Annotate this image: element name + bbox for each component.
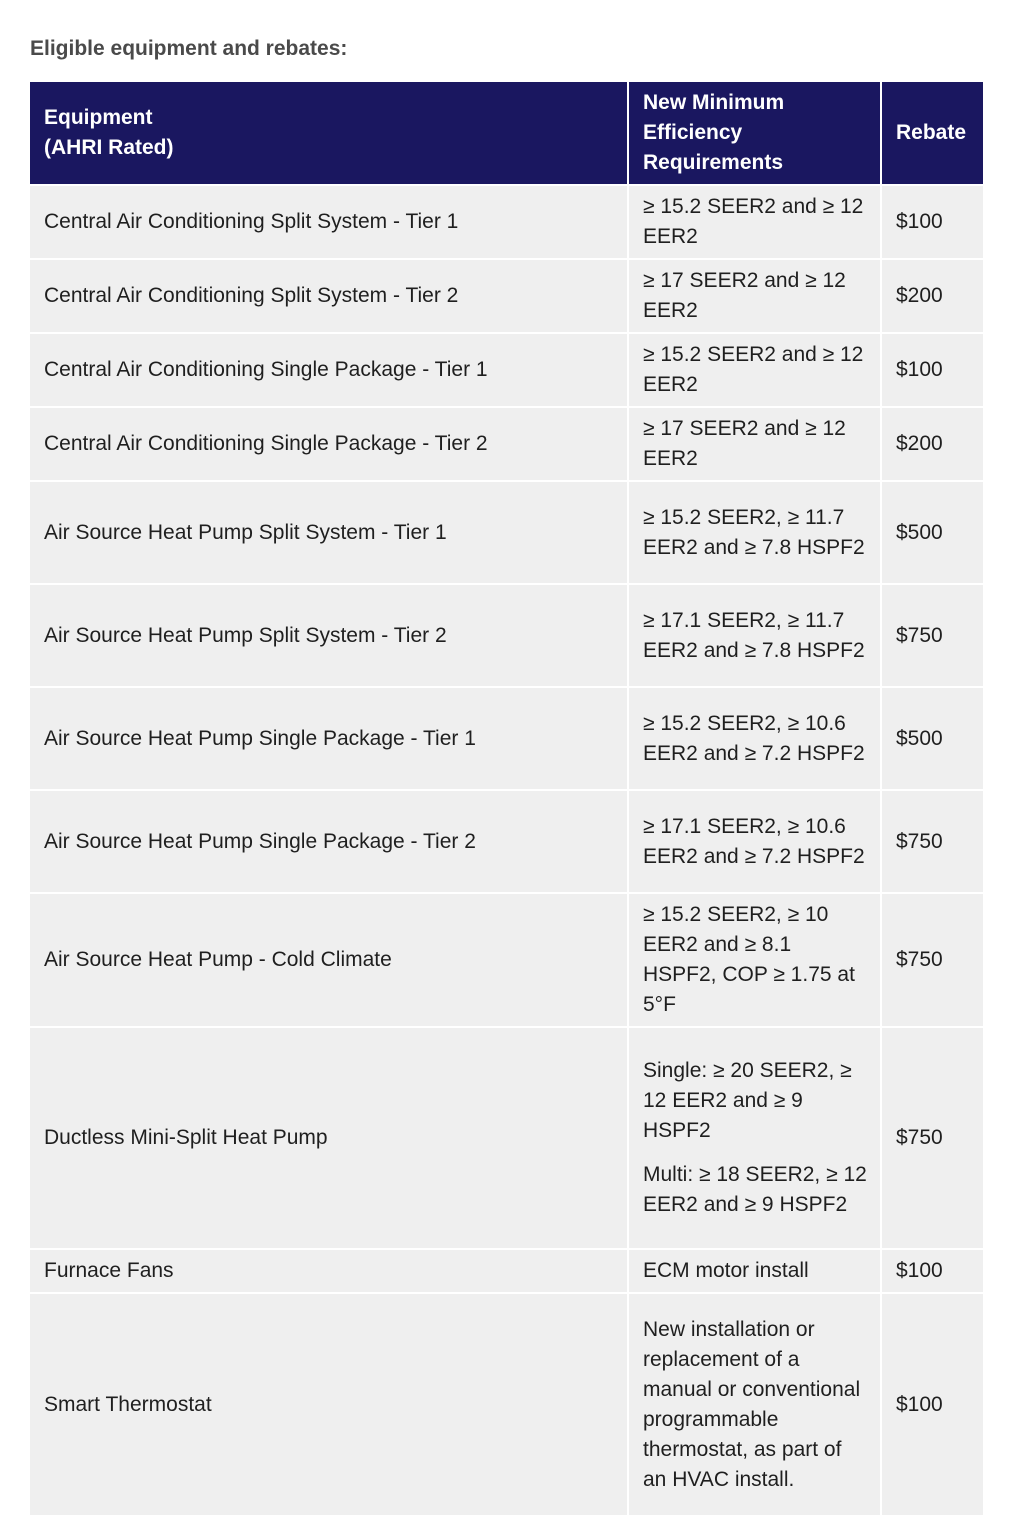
requirement-text: ≥ 17 SEER2 and ≥ 12 EER2 bbox=[643, 269, 846, 322]
equipment-cell: Ductless Mini-Split Heat Pump bbox=[30, 1027, 628, 1249]
requirements-cell bbox=[628, 790, 881, 893]
requirements-cell bbox=[628, 893, 881, 1027]
requirements-cell bbox=[628, 1249, 881, 1293]
rebate-cell: $750 bbox=[881, 790, 983, 893]
requirement-text: Single: ≥ 20 SEER2, ≥ 12 EER2 and ≥ 9 HSPF2 bbox=[643, 1059, 852, 1142]
requirement-text: ≥ 17.1 SEER2, ≥ 10.6 EER2 and ≥ 7.2 HSPF2 bbox=[643, 814, 865, 868]
equipment-cell: Air Source Heat Pump Split System - Tier 1 bbox=[30, 481, 628, 584]
table-row bbox=[30, 687, 983, 790]
requirements-cell bbox=[628, 584, 881, 687]
table-row bbox=[30, 1293, 983, 1515]
equipment-cell: Air Source Heat Pump - Cold Climate bbox=[30, 893, 628, 1027]
table-row bbox=[30, 1249, 983, 1293]
header-equipment bbox=[30, 82, 628, 185]
table-header bbox=[30, 82, 983, 185]
table-row bbox=[30, 584, 983, 687]
requirement-text: ECM motor install bbox=[643, 1259, 809, 1282]
requirement-text: ≥ 15.2 SEER2, ≥ 10 EER2 and ≥ 8.1 HSPF2, COP ≥ 1.75 at 5°F bbox=[643, 903, 855, 1016]
section-heading: Eligible equipment and rebates: bbox=[30, 37, 348, 60]
header-requirements: New Minimum Efficiency Requirements bbox=[628, 82, 881, 185]
equipment-cell: Central Air Conditioning Single Package - Tier 2 bbox=[30, 407, 628, 481]
rebate-cell: $100 bbox=[881, 333, 983, 407]
table-row bbox=[30, 407, 983, 481]
requirements-cell bbox=[628, 259, 881, 333]
requirement-text: Multi: ≥ 18 SEER2, ≥ 12 EER2 and ≥ 9 HSPF2 bbox=[643, 1163, 867, 1216]
table-row bbox=[30, 259, 983, 333]
rebate-cell: $100 bbox=[881, 1249, 983, 1293]
equipment-cell: Air Source Heat Pump Single Package - Tier 2 bbox=[30, 790, 628, 893]
rebate-cell: $750 bbox=[881, 584, 983, 687]
rebate-cell: $500 bbox=[881, 687, 983, 790]
requirements-cell bbox=[628, 1293, 881, 1515]
rebate-cell: $750 bbox=[881, 1027, 983, 1249]
requirements-cell bbox=[628, 1027, 881, 1249]
requirement-text: ≥ 15.2 SEER2, ≥ 11.7 EER2 and ≥ 7.8 HSPF2 bbox=[643, 505, 865, 559]
rebates-table bbox=[30, 82, 983, 1515]
requirements-cell bbox=[628, 687, 881, 790]
rebate-cell: $200 bbox=[881, 259, 983, 333]
table-row bbox=[30, 481, 983, 584]
table-row bbox=[30, 333, 983, 407]
table-body bbox=[30, 185, 983, 1515]
equipment-cell: Air Source Heat Pump Split System - Tier 2 bbox=[30, 584, 628, 687]
requirements-cell bbox=[628, 481, 881, 584]
equipment-cell: Furnace Fans bbox=[30, 1249, 628, 1293]
requirement-text: ≥ 15.2 SEER2 and ≥ 12 EER2 bbox=[643, 195, 864, 248]
requirements-cell bbox=[628, 407, 881, 481]
rebate-cell: $500 bbox=[881, 481, 983, 584]
header-row bbox=[30, 82, 983, 185]
header-equipment-line2: (AHRI Rated) bbox=[44, 136, 174, 159]
rebate-cell: $200 bbox=[881, 407, 983, 481]
requirement-text: ≥ 17.1 SEER2, ≥ 11.7 EER2 and ≥ 7.8 HSPF2 bbox=[643, 608, 865, 662]
requirement-text: ≥ 17 SEER2 and ≥ 12 EER2 bbox=[643, 417, 846, 470]
table-row bbox=[30, 790, 983, 893]
table-row bbox=[30, 185, 983, 259]
rebate-cell: $100 bbox=[881, 185, 983, 259]
requirements-cell bbox=[628, 333, 881, 407]
equipment-cell: Air Source Heat Pump Single Package - Tier 1 bbox=[30, 687, 628, 790]
requirements-cell bbox=[628, 185, 881, 259]
equipment-cell: Smart Thermostat bbox=[30, 1293, 628, 1515]
header-equipment-line1: Equipment bbox=[44, 106, 153, 129]
equipment-cell: Central Air Conditioning Split System - Tier 1 bbox=[30, 185, 628, 259]
table-row bbox=[30, 1027, 983, 1249]
equipment-cell: Central Air Conditioning Split System - Tier 2 bbox=[30, 259, 628, 333]
rebate-cell: $750 bbox=[881, 893, 983, 1027]
requirement-text: New installation or replacement of a manual or conventional programmable thermostat, as part of an HVAC install. bbox=[643, 1317, 861, 1491]
header-rebate: Rebate bbox=[881, 82, 983, 185]
requirement-text: ≥ 15.2 SEER2 and ≥ 12 EER2 bbox=[643, 343, 864, 396]
rebate-cell: $100 bbox=[881, 1293, 983, 1515]
table-row bbox=[30, 893, 983, 1027]
requirement-text: ≥ 15.2 SEER2, ≥ 10.6 EER2 and ≥ 7.2 HSPF2 bbox=[643, 711, 865, 765]
equipment-cell: Central Air Conditioning Single Package - Tier 1 bbox=[30, 333, 628, 407]
